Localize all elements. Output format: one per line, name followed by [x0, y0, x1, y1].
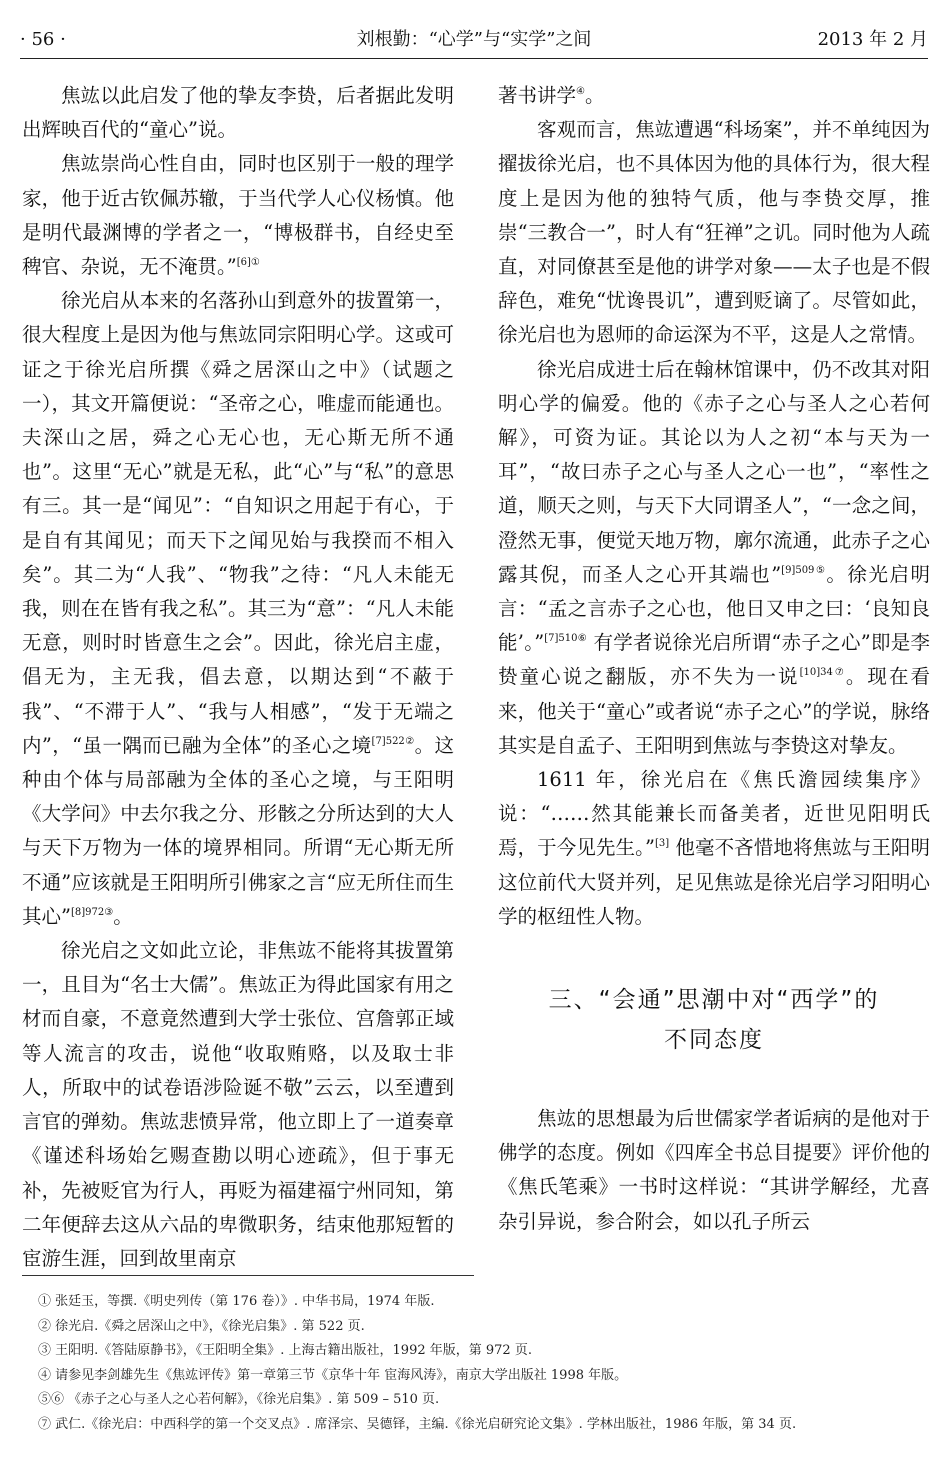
- footnote-divider: [22, 1275, 474, 1276]
- paragraph: 客观而言，焦竑遭遇“科场案”，并不单纯因为擢拔徐光启，也不具体因为他的具体行为，很大程度上是因为他的独特气质，他与李贽交厚，推崇“三教合一”，时人有“狂禅”之讥。同时他为人疏直，对同僚甚至是他的讲学对象——太子也是不假辞色，难免“忧谗畏讥”，遭到贬谪了。尽管如此，徐光启也为恩师的命运深为不平，这是人之常情。: [498, 118, 930, 347]
- footnote: ④ 请参见李剑雄先生《焦竑评传》第一章第三节《京华十年 宦海风涛》，南京大学出版社 1998 年版。: [38, 1367, 628, 1383]
- footnote: ⑤⑥ 《赤子之心与圣人之心若何解》，《徐光启集》. 第 509 – 510 页.: [38, 1392, 440, 1408]
- paragraph: 徐光启从本来的名落孙山到意外的拔置第一，很大程度上是因为他与焦竑同宗阳明心学。这或可证之于徐光启所撰《舜之居深山之中》（试题之一），其文开篇便说：“圣帝之心，唯虚而能通也。夫深山之居，舜之心无心也，无心斯无所不通也”。这里“无心”就是无私，此“心”与“私”的意思有三。其一是“闻见”：“自知识之用起于有心，于是自有其闻见；而天下之闻见始与我揆而不相入矣”。其二为“人我”、“物我”之待：“凡人未能无我，则在在皆有我之私”。其三为“意”：“凡人未能无意，则时时皆意生之会”。因此，徐光启主虚，倡无为，主无我，倡去意，以期达到“不蔽于我”、“不滞于人”、“我与人相感”，“发于无端之内”，“虽一隅而已融为全体”的圣心之境$^{[7]522②}$。这种由个体与局部融为全体的圣心之境，与王阳明《大学问》中去尔我之分、形骸之分所达到的大人与天下万物为一体的境界相同。所谓“无心斯无所不通”应该就是王阳明所引佛家之言“应无所住而生其心”$^{[8]972③}$。: [22, 289, 454, 928]
- paragraph-continued: 著书讲学④。: [498, 84, 605, 107]
- footnote: ③ 王阳明.《答陆原静书》，《王阳明全集》. 上海古籍出版社，1992 年版，第 972 页.: [38, 1343, 532, 1359]
- page-number: · 56 ·: [20, 29, 66, 50]
- citation-ref: [8]972③: [70, 906, 114, 918]
- right-column: [498, 79, 930, 1239]
- paragraph: 焦竑以此启发了他的挚友李贽，后者据此发明出辉映百代的“童心”说。: [22, 84, 454, 142]
- paragraph: 徐光启成进士后在翰林馆课中，仍不改其对阳明心学的偏爱。他的《赤子之心与圣人之心若何解》，可资为证。其论以为人之初“本与天为一耳”，“故曰赤子之心与圣人之心一也”，“率性之道，顺天之则，与天下大同谓圣人”，“一念之间，澄然无事，便觉天地万物，廓尔流通，此赤子之心露其倪，而圣人之心开其端也”$^{[9]509⑤}$。徐光启明言：“孟之言赤子之心也，他日又申之曰：‘良知良能’。”$^{[7]510⑥}$ 有学者说徐光启所谓“赤子之心”即是李贽童心说之翻版，亦不失为一说$^{[10]34⑦}$。现在看来，他关于“童心”或者说“赤子之心”的学说，脉络其实是自孟子、王阳明到焦竑与李贽这对挚友。: [498, 357, 931, 757]
- citation-ref: [7]522②: [371, 735, 415, 747]
- section-heading: 三、“会通”思潮中对“西学”的 不同态度: [548, 987, 880, 1054]
- paragraph: 1611 年，徐光启在《焦氏澹园续集序》说：“……然其能兼长而备美者，近世见阳明氏焉，于今见先生。”[3] 他毫不吝惜地将焦竑与王阳明这位前代大贤并列，足见焦竑是徐光启学习阳明心学的枢纽性人物。: [498, 768, 930, 928]
- paragraph: 徐光启之文如此立论，非焦竑不能将其拔置第一，且目为“名士大儒”。焦竑正为得此国家有用之材而自豪，不意竟然遭到大学士张位、宫詹郭正域等人流言的攻击，说他“收取贿赂，以及取士非人，所取中的试卷语涉险诞不敬”云云，以至遭到言官的弹劾。焦竑悲愤异常，他立即上了一道奏章《谨述科场始乞赐查勘以明心迹疏》，但于事无补，先被贬官为行人，再贬为福建福宁州同知，第二年便辞去这从六品的卑微职务，结束他那短暂的宦游生涯，回到故里南京: [22, 939, 454, 1270]
- footnote: ② 徐光启.《舜之居深山之中》，《徐光启集》. 第 522 页.: [38, 1318, 365, 1334]
- running-title: 刘根勤：“心学”与“实学”之间: [356, 29, 592, 50]
- footnote: ① 张廷玉，等撰.《明史列传（第 176 卷）》. 中华书局，1974 年版.: [38, 1294, 435, 1309]
- issue-date: 2013 年 2 月: [817, 29, 928, 50]
- footnote: ⑦ 武仁.《徐光启：中西科学的第一个交叉点》. 席泽宗、吴德铎，主编.《徐光启研究论文集》. 学林出版社，1986 年版，第 34 页.: [38, 1416, 797, 1432]
- paragraph: 焦竑的思想最为后世儒家学者诟病的是他对于佛学的态度。例如《四库全书总目提要》评价他的《焦氏笔乘》一书时这样说：“其讲学解经，尤喜杂引异说，参合附会，如以孔子所云: [498, 1107, 930, 1233]
- citation-ref: [9]509⑤: [781, 564, 827, 576]
- citation-ref: [10]34⑦: [799, 667, 846, 679]
- left-column: [22, 79, 454, 1276]
- running-header: [20, 26, 928, 59]
- citation-ref: [7]510⑥: [544, 633, 587, 645]
- citation-ref: [3]: [654, 838, 670, 850]
- citation-ref: [6]①: [236, 257, 260, 269]
- citation-ref: ④: [576, 86, 585, 97]
- paragraph: 焦竑崇尚心性自由，同时也区别于一般的理学家，他于近古钦佩苏辙，于当代学人心仪杨慎。他是明代最渊博的学者之一，“博极群书，自经史至稗官、杂说，无不淹贯。”$^{[6]①}$: [22, 152, 454, 279]
- footnotes: [38, 1290, 928, 1438]
